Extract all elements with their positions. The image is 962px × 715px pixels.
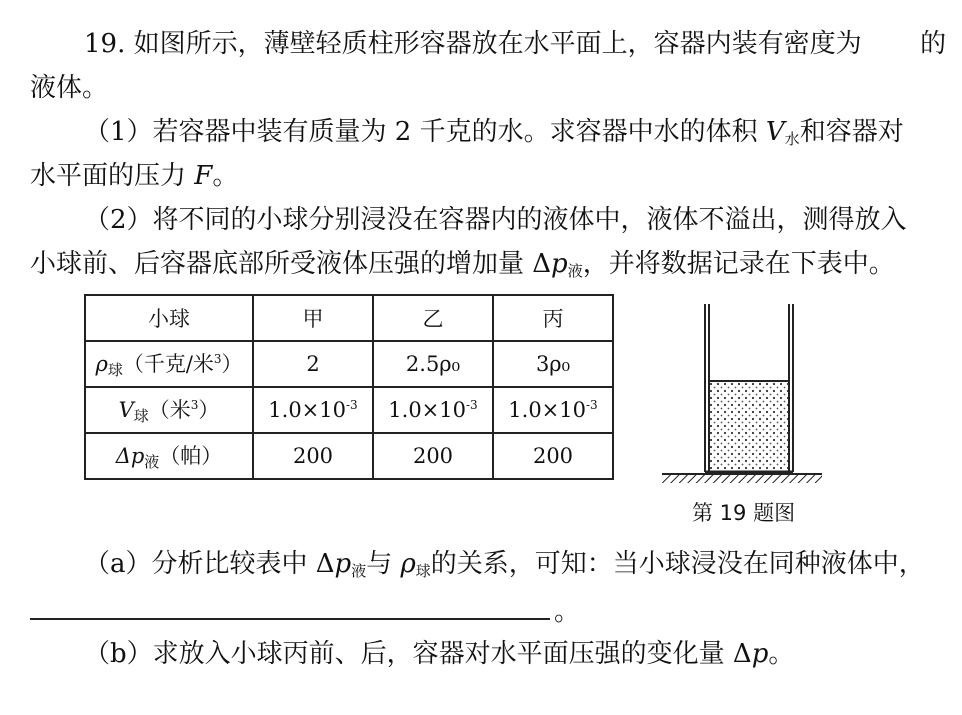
- problem-text: 的: [920, 29, 947, 59]
- question-2-line-2: [30, 248, 895, 287]
- value-base: 1.0×10: [508, 398, 586, 422]
- table-cell: 200: [373, 433, 493, 479]
- superscript: -3: [466, 398, 478, 412]
- question-text: （1）若容器中装有质量为 2 千克的水。求容器中水的体积: [84, 117, 766, 147]
- symbol-V: V: [118, 398, 134, 422]
- unit-text: （千克/米: [122, 352, 214, 376]
- table-header-cell: 小球: [85, 295, 253, 341]
- question-text: （a）分析比较表中 Δ: [84, 549, 335, 579]
- table-cell: [253, 387, 373, 433]
- subscript: 液: [567, 262, 583, 280]
- subscript: 液: [144, 453, 160, 471]
- question-b-line: [84, 638, 794, 670]
- table-row-label: [85, 433, 253, 479]
- unit-text: （帕）: [159, 444, 223, 468]
- liquid-fill: [708, 381, 790, 472]
- question-text: ，并将数据记录在下表中。: [582, 249, 895, 279]
- unit-text: ）: [221, 352, 243, 376]
- table-cell: 2: [253, 341, 373, 387]
- value-base: 1.0×10: [268, 398, 346, 422]
- table-cell: [373, 387, 493, 433]
- symbol-rho: ρ: [95, 352, 108, 376]
- unit-text: （米: [148, 398, 191, 422]
- table-row: [85, 295, 613, 341]
- table-row-label: [85, 341, 253, 387]
- symbol-rho: ρ: [400, 549, 416, 579]
- symbol-delta-p: Δp: [115, 444, 145, 468]
- superscript: 3: [213, 352, 222, 366]
- ground-hatch: [662, 475, 822, 483]
- symbol-p: p: [334, 549, 352, 579]
- table-row: [85, 387, 613, 433]
- subscript: 球: [133, 407, 149, 425]
- question-a-line-1: [84, 548, 925, 587]
- table-row-label: [85, 387, 253, 433]
- problem-text: 19. 如图所示，薄壁轻质柱形容器放在水平面上，容器内装有密度为: [84, 29, 862, 59]
- question-1-line-2: [30, 160, 238, 192]
- table-cell: [493, 387, 613, 433]
- symbol-p: p: [751, 639, 769, 669]
- table-cell: 200: [493, 433, 613, 479]
- question-text: 。: [768, 639, 795, 669]
- question-text: 。: [554, 597, 581, 627]
- question-text: 小球前、后容器底部所受液体压强的增加量 Δ: [30, 249, 552, 279]
- answer-blank-line[interactable]: [30, 618, 550, 620]
- table-cell: 2.5ρ₀: [373, 341, 493, 387]
- value-base: 1.0×10: [388, 398, 466, 422]
- figure-caption: 第 19 题图: [692, 501, 796, 525]
- question-text: 和容器对: [799, 117, 904, 147]
- question-text: （2）将不同的小球分别浸没在容器内的液体中，液体不溢出，测得放入: [84, 205, 907, 235]
- superscript: -3: [586, 398, 598, 412]
- problem-text: 液体。: [30, 73, 109, 103]
- container-figure: [660, 298, 825, 493]
- question-2-line-1: [84, 204, 907, 236]
- symbol-F: F: [194, 161, 213, 191]
- question-1-line-1: [84, 116, 904, 155]
- superscript: -3: [346, 398, 358, 412]
- subscript: 球: [415, 562, 431, 580]
- answer-period: [554, 596, 580, 628]
- symbol-V: V: [765, 117, 785, 147]
- subscript: 水: [784, 130, 800, 148]
- table-header-cell: 甲: [253, 295, 373, 341]
- superscript: 3: [190, 398, 199, 412]
- data-table: [84, 294, 614, 480]
- question-text: 的关系，可知：当小球浸没在同种液体中，: [430, 549, 925, 579]
- subscript: 液: [351, 562, 367, 580]
- unit-text: ）: [198, 398, 220, 422]
- subscript: 球: [107, 361, 123, 379]
- table-row: [85, 433, 613, 479]
- table-row: [85, 341, 613, 387]
- question-text: （b）求放入小球丙前、后，容器对水平面压强的变化量 Δ: [84, 639, 752, 669]
- problem-line-1: [84, 28, 946, 60]
- problem-line-2: [30, 72, 108, 104]
- table-header-cell: 乙: [373, 295, 493, 341]
- symbol-p: p: [551, 249, 568, 279]
- table-cell: 200: [253, 433, 373, 479]
- question-text: 水平面的压力: [30, 161, 195, 191]
- question-text: 与: [366, 549, 401, 579]
- table-header-cell: 丙: [493, 295, 613, 341]
- question-text: 。: [212, 161, 239, 191]
- table-cell: 3ρ₀: [493, 341, 613, 387]
